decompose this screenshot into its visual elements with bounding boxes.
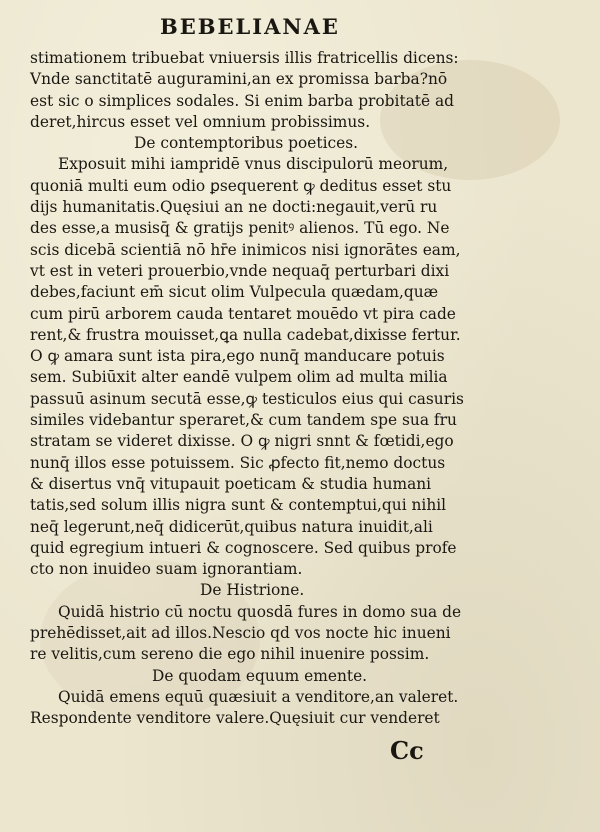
text-line: rent,& frustra mouisset,ꝗa nulla cadebat,dixisse fertur.	[30, 325, 461, 344]
text-line: cto non inuideo suam ignorantiam.	[30, 560, 303, 579]
text-line: dijs humanitatis.Quęsiui an ne docti:negauit,verū ru	[30, 198, 438, 217]
text-line: nunq̄ illos esse potuissem. Sic ꝓfecto fit,nemo doctus	[30, 453, 446, 472]
text-line: stimationem tribuebat vniuersis illis fratricellis dicens:	[30, 49, 459, 67]
text-line: cum pirū arborem cauda tentaret mouēdo vt pira cade	[30, 304, 456, 323]
signature-mark: Cc	[390, 736, 424, 765]
text-line: prehēdisset,ait ad illos.Nescio qd vos nocte hic inueni	[30, 624, 451, 643]
text-line: re velitis,cum sereno die ego nihil inuenire possim.	[30, 645, 430, 664]
text-line: debes,faciunt em̄ sicut olim Vulpecula quædam,quæ	[30, 283, 439, 302]
text-line: Exposuit mihi iampridē vnus discipulorū meorum,	[58, 155, 449, 174]
text-line: similes videbantur speraret,& cum tandem spe sua fru	[30, 411, 457, 430]
text-line: O ꝙ amara sunt ista pira,ego nunq̄ manducare potuis	[30, 347, 445, 366]
text-line: Quidā histrio cū noctu quosdā fures in domo sua de	[58, 602, 462, 621]
text-line: sem. Subiūxit alter eandē vulpem olim ad multa milia	[30, 368, 448, 387]
text-line: tatis,sed solum illis nigra sunt & contemptui,qui nihil	[30, 496, 447, 515]
text-line: quoniā multi eum odio ꝑsequerent ꝙ deditus esset stu	[30, 176, 452, 195]
text-line: Vnde sanctitatē auguramini,an ex promissa barba?nō	[30, 70, 448, 89]
section-heading: De contemptoribus poetices.	[134, 134, 359, 153]
text-line: Quidā emens equū quæsiuit a venditore,an valeret.	[58, 687, 459, 706]
text-line: & disertus vnq̄ vitupauit poeticam & studia humani	[30, 474, 432, 493]
section-heading: De Histrione.	[200, 581, 305, 600]
text-line: scis dicebā scientiā nō hr̄e inimicos nisi ignorātes eam,	[30, 240, 461, 259]
section-heading: De quodam equum emente.	[152, 666, 368, 685]
text-line: des esse,a musisq̄ & gratijs penitꝰ alienos. Tū ego. Ne	[30, 219, 450, 238]
text-line: Respondente venditore valere.Quęsiuit cur venderet	[30, 709, 440, 728]
text-line: neq̄ legerunt,neq̄ didicerūt,quibus natura inuidit,ali	[30, 517, 433, 536]
text-line: passuū asinum secutā esse,ꝙ testiculos eius qui casuris	[30, 389, 464, 408]
text-line: quid egregium intueri & cognoscere. Sed quibus profe	[30, 538, 457, 557]
running-head: BEBELIANAE	[160, 14, 340, 39]
text-line: deret,hircus esset vel omnium probissimus.	[30, 112, 371, 131]
text-line: est sic o simplices sodales. Si enim barba probitatē ad	[30, 91, 455, 110]
text-line: vt est in veteri prouerbio,vnde nequaq̄ perturbari dixi	[30, 261, 450, 280]
page-text	[30, 48, 578, 730]
text-line: stratam se videret dixisse. O ꝙ nigri snnt & fœtidi,ego	[30, 432, 454, 451]
